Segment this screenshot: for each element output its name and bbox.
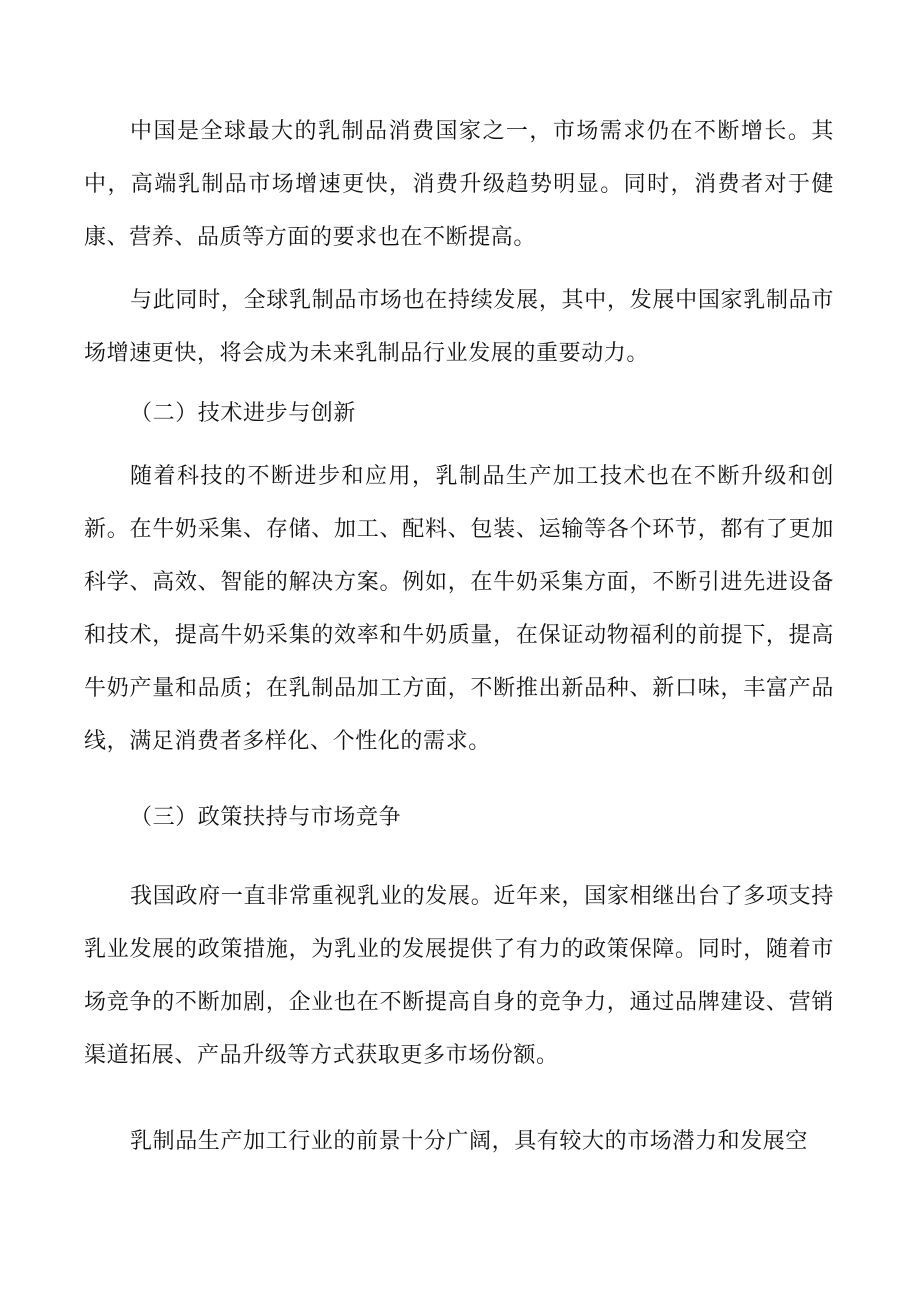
paragraph-policy: 我国政府一直非常重视乳业的发展。近年来，国家相继出台了多项支持乳业发展的政策措施，为乳业的发展提供了有力的政策保障。同时，随着市场竞争的不断加剧，企业也在不断提高自身的竞争力，通过品牌建设、营销渠道拓展、产品升级等方式获取更多市场份额。: [84, 884, 834, 1068]
paragraph-outlook: 乳制品生产加工行业的前景十分广阔，具有较大的市场潜力和发展空: [130, 1129, 809, 1154]
paragraph-market-demand: 中国是全球最大的乳制品消费国家之一，市场需求仍在不断增长。其中，高端乳制品市场增速更快，消费升级趋势明显。同时，消费者对于健康、营养、品质等方面的要求也在不断提高。: [84, 119, 834, 250]
section-heading-technology: （二）技术进步与创新: [130, 401, 357, 426]
section-heading-policy: （三）政策扶持与市场竞争: [130, 805, 402, 830]
paragraph-global-market: 与此同时，全球乳制品市场也在持续发展，其中，发展中国家乳制品市场增速更快，将会成为未来乳制品行业发展的重要动力。: [84, 288, 834, 366]
paragraph-technology: 随着科技的不断进步和应用，乳制品生产加工技术也在不断升级和创新。在牛奶采集、存储、加工、配料、包装、运输等各个环节，都有了更加科学、高效、智能的解决方案。例如，在牛奶采集方面，不断引进先进设备和技术，提高牛奶采集的效率和牛奶质量，在保证动物福利的前提下，提高牛奶产量和品质；在乳制品加工方面，不断推出新品种、新口味，丰富产品线，满足消费者多样化、个性化的需求。: [84, 464, 834, 754]
